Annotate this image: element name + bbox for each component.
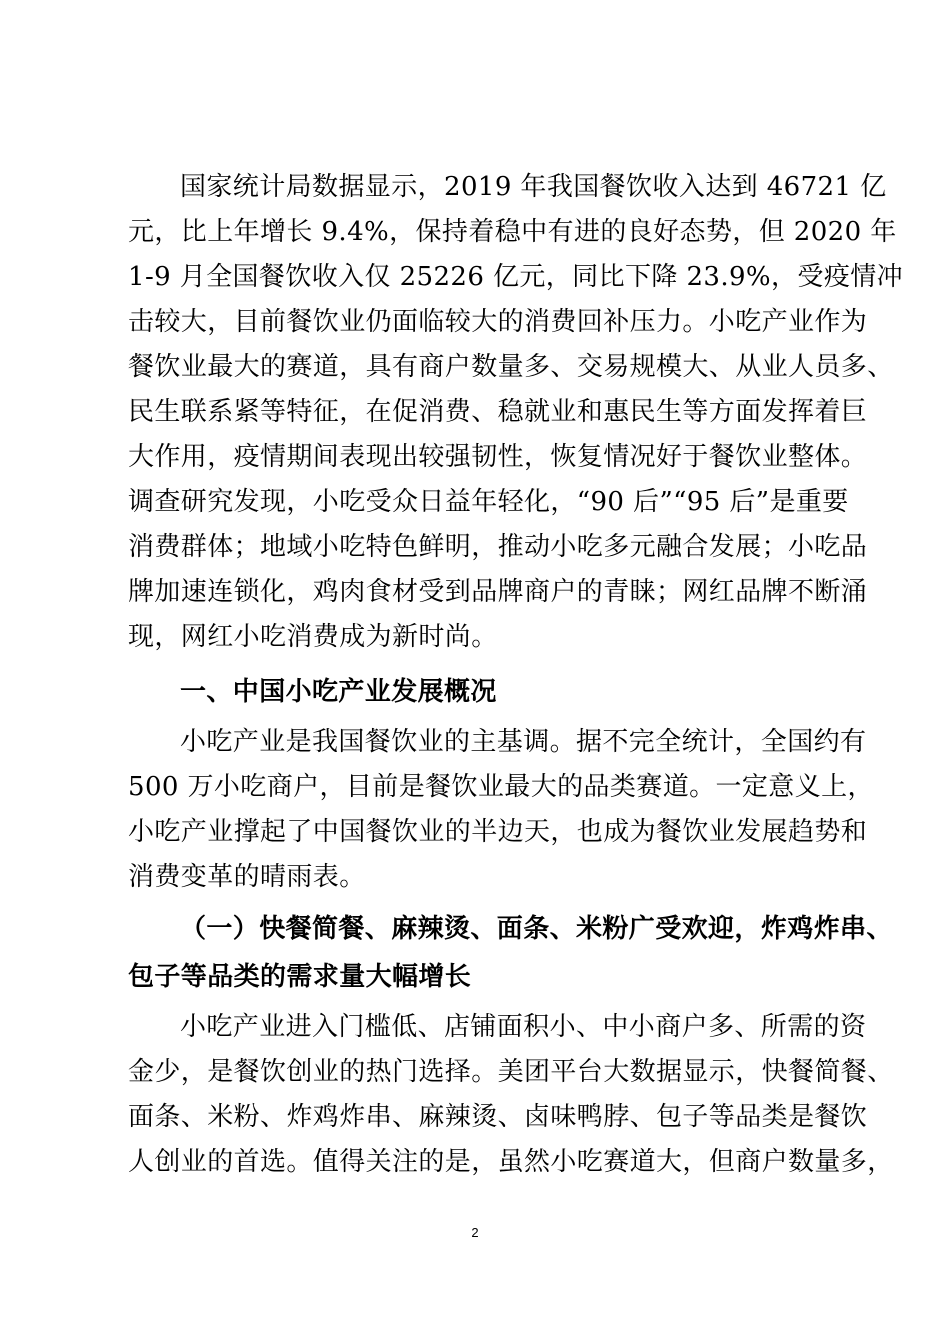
paragraph-line: 1-9 月全国餐饮收入仅 25226 亿元，同比下降 23.9%，受疫情冲 [128,262,904,292]
paragraph-line: 500 万小吃商户，目前是餐饮业最大的品类赛道。一定意义上， [128,772,874,802]
section-heading: 一、中国小吃产业发展概况 [180,677,497,707]
paragraph-line: 消费群体；地域小吃特色鲜明，推动小吃多元融合发展；小吃品 [128,532,868,562]
paragraph-line: 民生联系紧等特征，在促消费、稳就业和惠民生等方面发挥着巨 [128,397,868,427]
paragraph-line: 小吃产业是我国餐饮业的主基调。据不完全统计，全国约有 [180,727,867,757]
paragraph-line: 金少，是餐饮创业的热门选择。美团平台大数据显示，快餐简餐、 [128,1057,894,1087]
paragraph-line: 牌加速连锁化，鸡肉食材受到品牌商户的青睐；网红品牌不断涌 [128,577,868,607]
paragraph-line: 小吃产业撑起了中国餐饮业的半边天，也成为餐饮业发展趋势和 [128,817,868,847]
paragraph-line: 餐饮业最大的赛道，具有商户数量多、交易规模大、从业人员多、 [128,352,894,382]
paragraph-line: 小吃产业进入门槛低、店铺面积小、中小商户多、所需的资 [180,1012,867,1042]
paragraph-line: 现，网红小吃消费成为新时尚。 [128,622,498,652]
paragraph-line: 人创业的首选。值得关注的是，虽然小吃赛道大，但商户数量多， [128,1147,894,1177]
paragraph-line: 元，比上年增长 9.4%，保持着稳中有进的良好态势，但 2020 年 [128,217,897,247]
paragraph-line: 面条、米粉、炸鸡炸串、麻辣烫、卤味鸭脖、包子等品类是餐饮 [128,1102,868,1132]
subsection-heading-line: 包子等品类的需求量大幅增长 [128,962,472,992]
page-number: 2 [471,1225,479,1240]
subsection-heading-line: （一）快餐简餐、麻辣烫、面条、米粉广受欢迎，炸鸡炸串、 [180,914,893,944]
paragraph-line: 大作用，疫情期间表现出较强韧性，恢复情况好于餐饮业整体。 [128,442,868,472]
paragraph-line: 消费变革的晴雨表。 [128,862,366,892]
paragraph-line: 调查研究发现，小吃受众日益年轻化，“90 后”“95 后”是重要 [128,487,849,517]
paragraph-line: 国家统计局数据显示，2019 年我国餐饮收入达到 46721 亿 [180,172,887,202]
paragraph-line: 击较大，目前餐饮业仍面临较大的消费回补压力。小吃产业作为 [128,307,868,337]
